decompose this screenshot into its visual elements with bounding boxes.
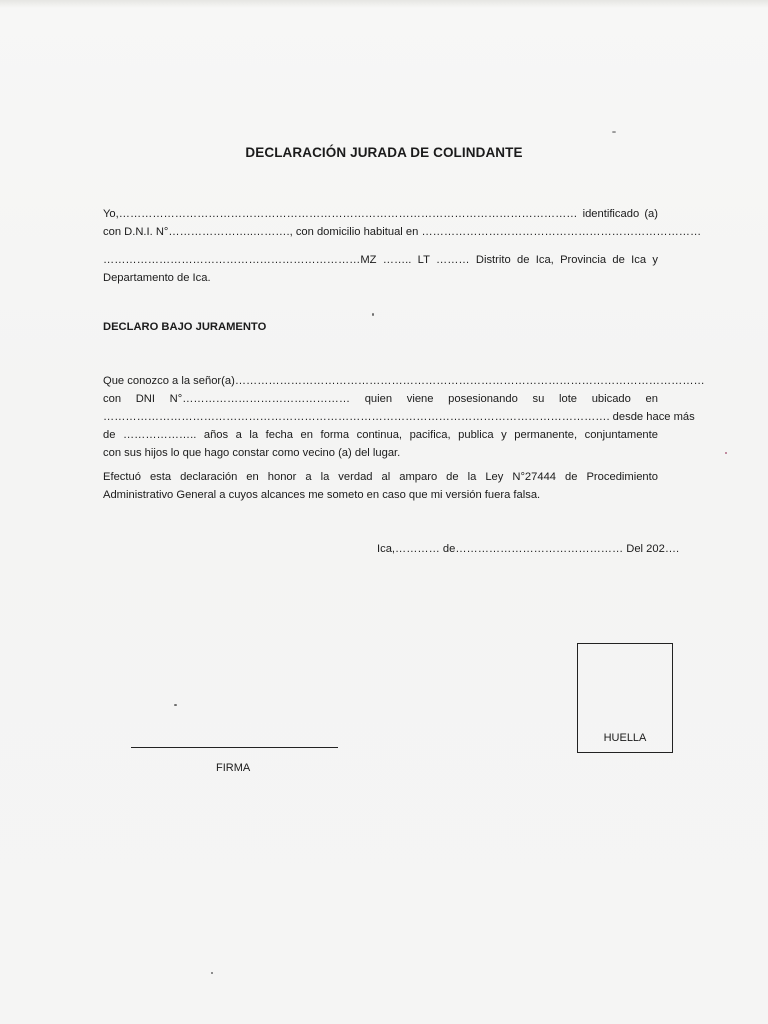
- body-line-4: de ……………….. años a la fecha en forma continua, pacifica, publica y permanente, conjuntamente: [103, 429, 658, 441]
- document-title: DECLARACIÓN JURADA DE COLINDANTE: [245, 145, 523, 160]
- body-line-5: con sus hijos lo que hago constar como vecino (a) del lugar.: [103, 447, 401, 459]
- scan-top-edge: [0, 0, 768, 8]
- identity-line-4: Departamento de Ica.: [103, 272, 211, 284]
- statement-line-2: Administrativo General a cuyos alcances me someto en caso que mi versión fuera falsa.: [103, 489, 541, 501]
- scan-speck: [612, 131, 616, 133]
- body-line-1: Que conozco a la señor(a)………………………………………………………………………………………………………………: [103, 375, 705, 387]
- identity-line-1: Yo,…………………………………………………………………………………………………………… identificado (a): [103, 208, 658, 220]
- scan-speck: [211, 972, 213, 974]
- signature-line: [131, 747, 338, 748]
- fingerprint-box: [577, 643, 673, 753]
- signature-label: FIRMA: [216, 762, 251, 774]
- identity-line-2: con D.N.I. N°…………………..………., con domicilio habitual en …………………………………………………………………: [103, 226, 702, 238]
- scan-speck: [372, 313, 374, 316]
- body-line-2: con DNI N°……………………………………… quien viene posesionando su lote ubicado en: [103, 393, 658, 405]
- body-line-3: ………………………………………………………………………………………………………………………. desde hace más: [103, 411, 695, 423]
- date-line: Ica,………… de……………………………………… Del 202….: [377, 543, 680, 555]
- statement-line-1: Efectuó esta declaración en honor a la verdad al amparo de la Ley N°27444 de Procedimiento: [103, 471, 658, 483]
- identity-line-3: ……………………………………………………………MZ …….. LT ……… Distrito de Ica, Provincia de Ica y: [103, 254, 658, 266]
- scan-speck: [725, 452, 727, 454]
- fingerprint-label: HUELLA: [603, 732, 647, 744]
- scan-speck: [174, 704, 177, 706]
- declaration-heading: DECLARO BAJO JURAMENTO: [103, 321, 267, 333]
